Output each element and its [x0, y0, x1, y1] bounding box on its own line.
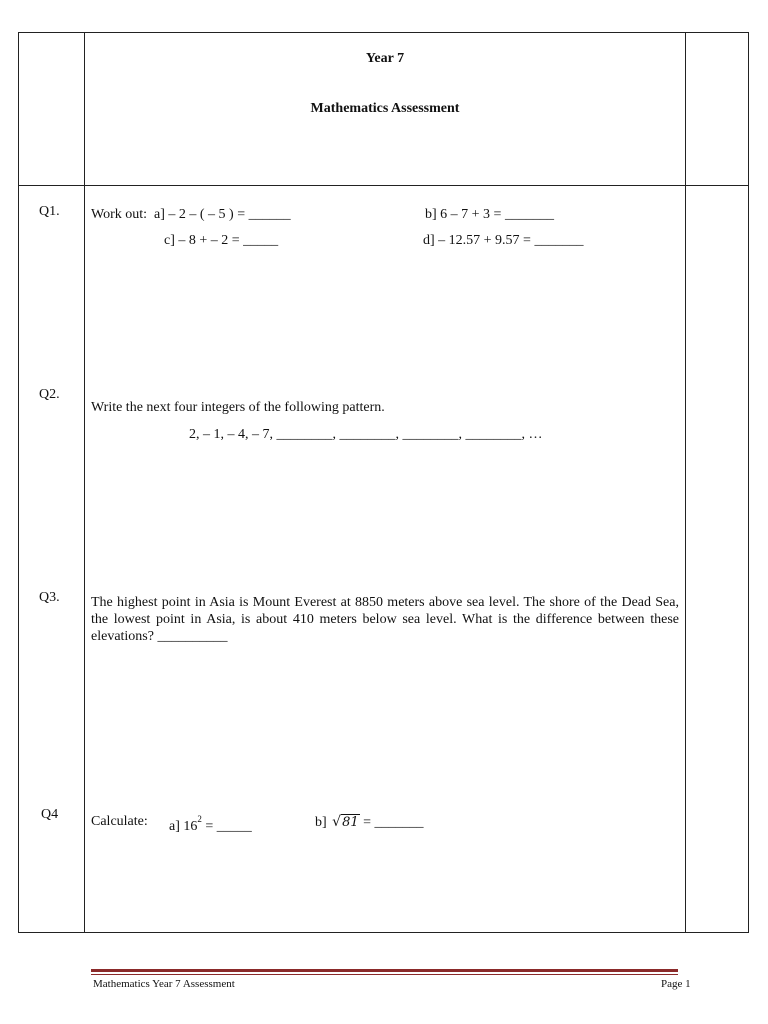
page-title: Mathematics Assessment	[310, 101, 460, 116]
question-number-q2: Q2.	[39, 387, 60, 402]
q4-intro: Calculate:	[91, 814, 148, 829]
footer-rule	[91, 969, 678, 972]
radical-sign-icon: √	[332, 814, 342, 830]
question-number-q3: Q3.	[39, 590, 60, 605]
q1-part-a: a] – 2 – ( – 5 ) = ______	[154, 207, 291, 222]
q1-part-d: d] – 12.57 + 9.57 = _______	[423, 233, 584, 248]
q1-part-c: c] – 8 + – 2 = _____	[164, 233, 279, 248]
footer-document-title: Mathematics Year 7 Assessment	[93, 978, 235, 990]
year-heading: Year 7	[365, 51, 405, 66]
square-root-expression	[330, 814, 359, 831]
q4-part-a-base: a] 16	[169, 819, 198, 834]
q4-part-b	[315, 814, 424, 831]
question-number-q1: Q1.	[39, 204, 60, 219]
q4-part-b-label: b]	[315, 815, 327, 830]
page-number: Page 1	[661, 978, 691, 990]
q2-pattern: 2, – 1, – 4, – 7, ________, ________, ________, ________, …	[189, 427, 543, 442]
header-divider	[19, 185, 748, 186]
q4-part-b-answer: = _______	[363, 815, 424, 830]
column-divider-right	[685, 33, 686, 932]
q4-part-a	[169, 814, 252, 835]
q4-part-a-answer: = _____	[205, 819, 252, 834]
question-number-q4: Q4	[41, 807, 59, 822]
footer-rule-thin	[91, 974, 678, 975]
column-divider-left	[84, 33, 85, 932]
q3-text: The highest point in Asia is Mount Everest at 8850 meters above sea level. The shore of the Dead Sea, the lowest point in Asia, is about 410 meters below sea level. What is the difference between these elevations? __________	[91, 595, 679, 644]
q4-part-a-exponent: 2	[197, 814, 202, 824]
q4-part-b-radicand: 81	[342, 815, 359, 830]
q2-prompt: Write the next four integers of the following pattern.	[91, 400, 385, 415]
assessment-table	[18, 32, 749, 933]
q1-intro: Work out:	[91, 207, 148, 222]
q1-part-b: b] 6 – 7 + 3 = _______	[425, 207, 554, 222]
